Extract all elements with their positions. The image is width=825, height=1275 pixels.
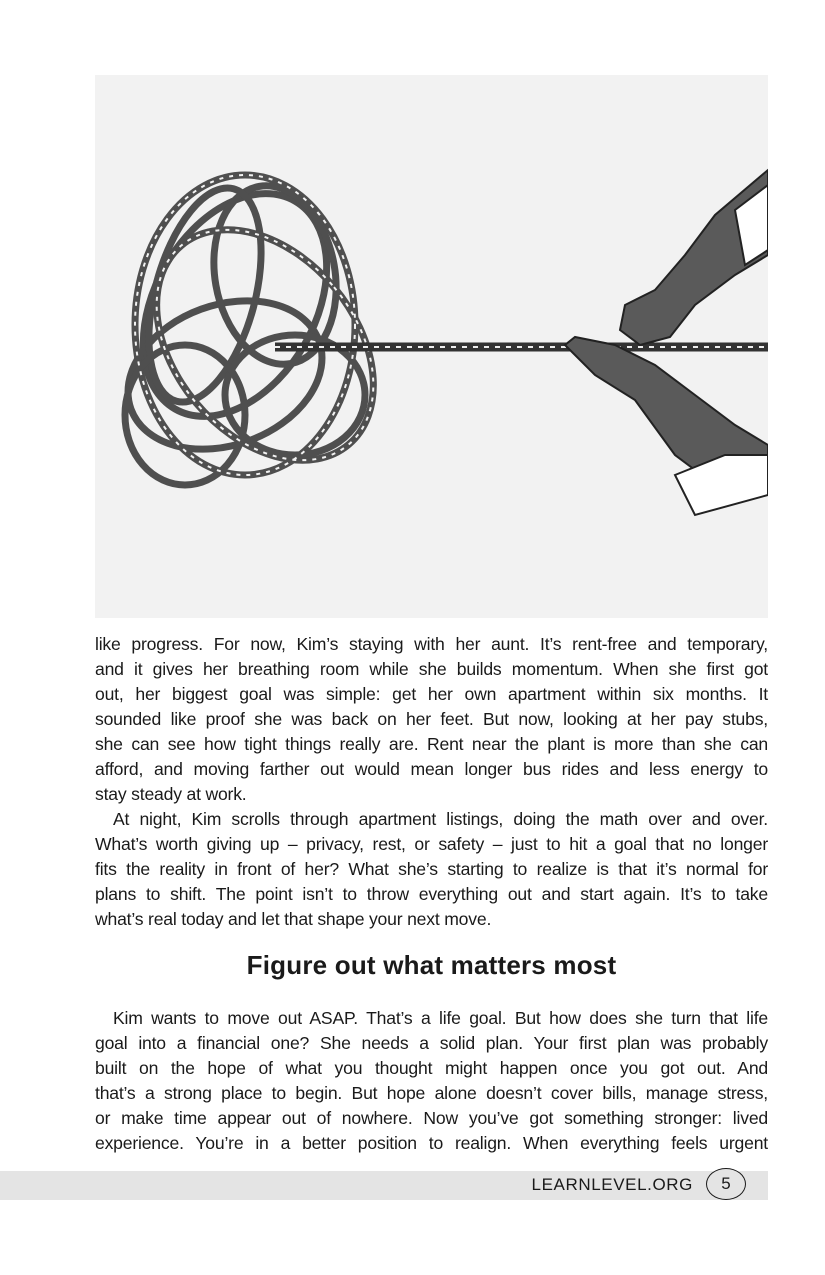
text-line: what’s real today and let that shape your next move. bbox=[95, 909, 492, 929]
text-line: like progress. For now, Kim’s staying with her aunt. It’s rent-free and temporary, bbox=[95, 634, 768, 654]
text-line: or make time appear out of nowhere. Now you’ve got something stronger: lived bbox=[95, 1108, 768, 1128]
text-line: built on the hope of what you thought might happen once you got out. And bbox=[95, 1058, 768, 1078]
page-number: 5 bbox=[706, 1168, 746, 1200]
text-line: Kim wants to move out ASAP. That’s a life goal. But how does she turn that life bbox=[113, 1008, 768, 1028]
tangled-rope-hands-icon bbox=[95, 75, 768, 618]
rope-illustration bbox=[95, 75, 768, 618]
text-line: sounded like proof she was back on her feet. But now, looking at her pay stubs, bbox=[95, 709, 768, 729]
text-line: out, her biggest goal was simple: get her own apartment within six months. It bbox=[95, 684, 768, 704]
text-line: that’s a strong place to begin. But hope alone doesn’t cover bills, manage stress, bbox=[95, 1083, 768, 1103]
page-footer bbox=[0, 1171, 768, 1200]
paragraph-1 bbox=[95, 632, 768, 807]
paragraph-3 bbox=[95, 1006, 768, 1156]
text-line: fits the reality in front of her? What she’s starting to realize is that it’s normal for bbox=[95, 859, 768, 879]
text-line: afford, and moving farther out would mean longer bus rides and less energy to bbox=[95, 759, 768, 779]
section-heading: Figure out what matters most bbox=[246, 950, 617, 980]
text-line: What’s worth giving up – privacy, rest, or safety – just to hit a goal that no longer bbox=[95, 834, 768, 854]
text-line: stay steady at work. bbox=[95, 784, 247, 804]
text-line: experience. You’re in a better position to realign. When everything feels urgent bbox=[95, 1133, 768, 1153]
text-line: and it gives her breathing room while she builds momentum. When she first got bbox=[95, 659, 768, 679]
text-line: goal into a financial one? She needs a solid plan. Your first plan was probably bbox=[95, 1033, 768, 1053]
text-line: she can see how tight things really are. Rent near the plant is more than she can bbox=[95, 734, 768, 754]
text-line: plans to shift. The point isn’t to throw everything out and start again. It’s to take bbox=[95, 884, 768, 904]
footer-site-link[interactable]: LEARNLEVEL.ORG bbox=[531, 1175, 693, 1194]
paragraph-2 bbox=[95, 807, 768, 932]
text-line: At night, Kim scrolls through apartment listings, doing the math over and over. bbox=[113, 809, 768, 829]
